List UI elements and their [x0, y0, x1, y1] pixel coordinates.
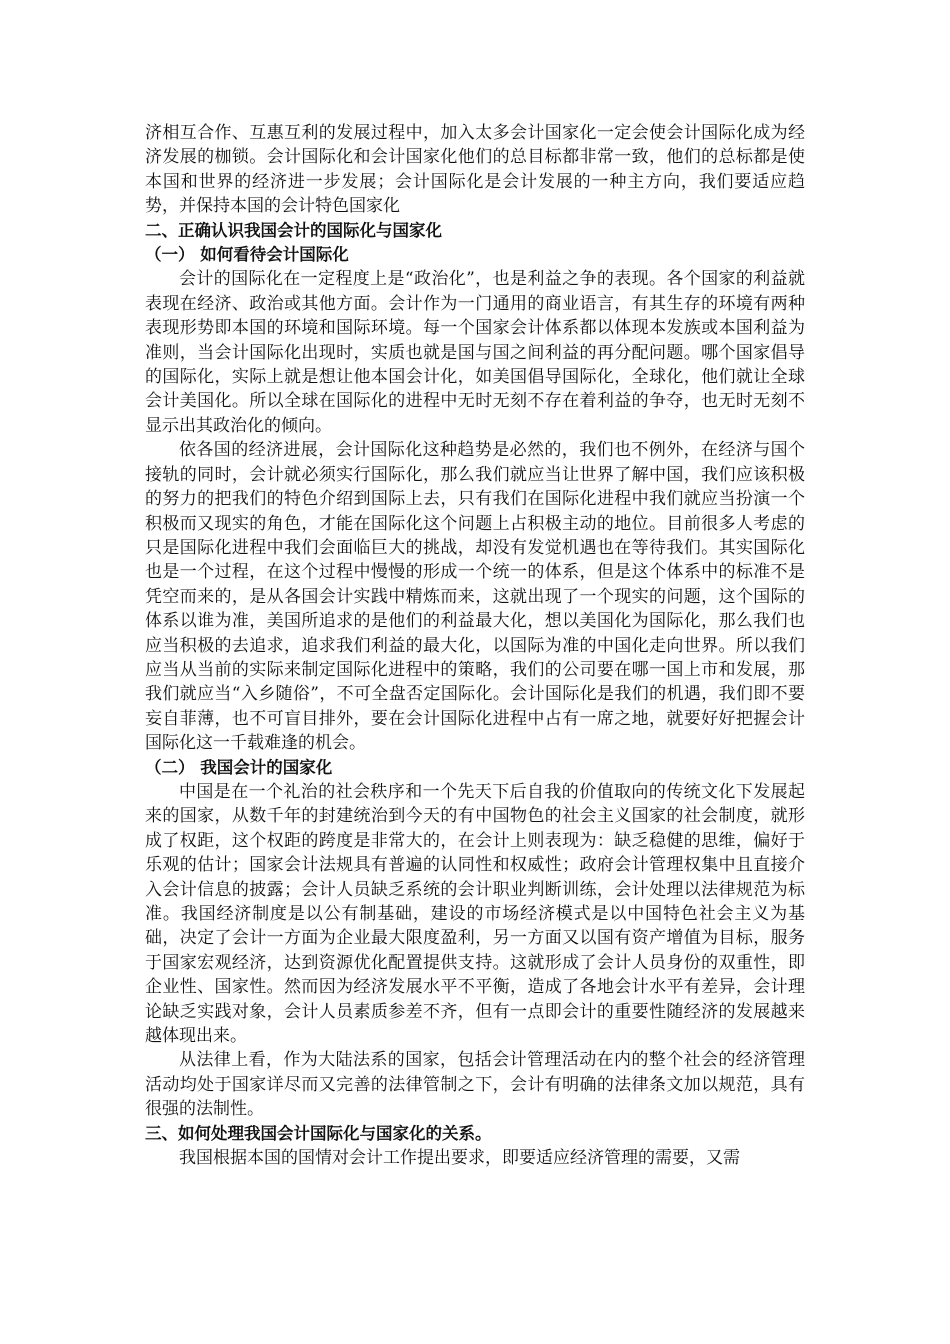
section-3-heading: 三、如何处理我国会计国际化与国家化的关系。 [145, 1123, 492, 1143]
document-page [145, 121, 805, 1170]
continuation-paragraph: 济相互合作、互惠互利的发展过程中，加入太多会计国家化一定会使会计国际化成为经济发展的枷锁。会计国际化和会计国家化他们的总目标都非常一致，他们的总标都是使本国和世界的经济进一步发展；会计国际化是会计发展的一种主方向，我们要适应趋势，并保持本国的会计特色国家化 [145, 123, 805, 217]
subsection-1-paragraph-1: 会计的国际化在一定程度上是“政治化”，也是利益之争的表现。各个国家的利益就表现在经济、政治或其他方面。会计作为一门通用的商业语言，有其生存的环境有两种表现形势即本国的环境和国际环境。每一个国家会计体系都以体现本发族或本国利益为准则，当会计国际化出现时，实质也就是国与国之间利益的再分配问题。哪个国家倡导的国际化，实际上就是想让他本国会计化，如美国倡导国际化，全球化，他们就让全球会计美国化。所以全球在国际化的进程中无时无刻不存在着利益的争夺，也无时无刻不显示出其政治化的倾向。 [145, 269, 805, 436]
subsection-2-heading: （二） 我国会计的国家化 [145, 757, 333, 777]
section-2-heading: 二、正确认识我国会计的国际化与国家化 [145, 220, 442, 240]
subsection-1-heading: （一） 如何看待会计国际化 [145, 245, 349, 265]
subsection-2-paragraph-1: 中国是在一个礼治的社会秩序和一个先天下后自我的价值取向的传统文化下发展起来的国家，从数千年的封建统治到今天的有中国物色的社会主义国家的社会制度，就形成了权距，这个权距的跨度是非常大的，在会计上则表现为：缺乏稳健的思维，偏好于乐观的估计；国家会计法规具有普遍的认同性和权威性；政府会计管理权集中且直接介入会计信息的披露；会计人员缺乏系统的会计职业判断训练，会计处理以法律规范为标准。我国经济制度是以公有制基础，建设的市场经济模式是以中国特色社会主义为基础，决定了会计一方面为企业最大限度盈利，另一方面又以国有资产增值为目标，服务于国家宏观经济，达到资源优化配置提供支持。这就形成了会计人员身份的双重性，即企业性、国家性。然而因为经济发展水平不平衡，造成了各地会计水平有差异，会计理论缺乏实践对象，会计人员素质参差不齐，但有一点即会计的重要性随经济的发展越来越体现出来。 [145, 781, 805, 1047]
subsection-2-paragraph-2: 从法律上看，作为大陆法系的国家，包括会计管理活动在内的整个社会的经济管理活动均处于国家详尽而又完善的法律管制之下，会计有明确的法律条文加以规范，具有很强的法制性。 [145, 1050, 805, 1120]
section-3-paragraph-1: 我国根据本国的国情对会计工作提出要求，即要适应经济管理的需要，又需 [179, 1148, 740, 1169]
subsection-1-paragraph-2: 依各国的经济进展，会计国际化这种趋势是必然的，我们也不例外，在经济与国个接轨的同时，会计就必须实行国际化，那么我们就应当让世界了解中国，我们应该积极的努力的把我们的特色介绍到国际上去，只有我们在国际化进程中我们就应当扮演一个积极而又现实的角色，才能在国际化这个问题上占积极主动的地位。目前很多人考虑的只是国际化进程中我们会面临巨大的挑战，却没有发觉机遇也在等待我们。其实国际化也是一个过程，在这个过程中慢慢的形成一个统一的体系，但是这个体系中的标准不是凭空而来的，是从各国会计实践中精炼而来，这就出现了一个现实的问题，这个国际的体系以谁为准，美国所追求的是他们的利益最大化，想以美国化为国际化，那么我们也应当积极的去追求，追求我们利益的最大化，以国际为准的中国化走向世界。所以我们应当从当前的实际来制定国际化进程中的策略，我们的公司要在哪一国上市和发展，那我们就应当“入乡随俗”，不可全盘否定国际化。会计国际化是我们的机遇，我们即不要妄自菲薄，也不可盲目排外，要在会计国际化进程中占有一席之地，就要好好把握会计国际化这一千载难逢的机会。 [145, 440, 805, 754]
